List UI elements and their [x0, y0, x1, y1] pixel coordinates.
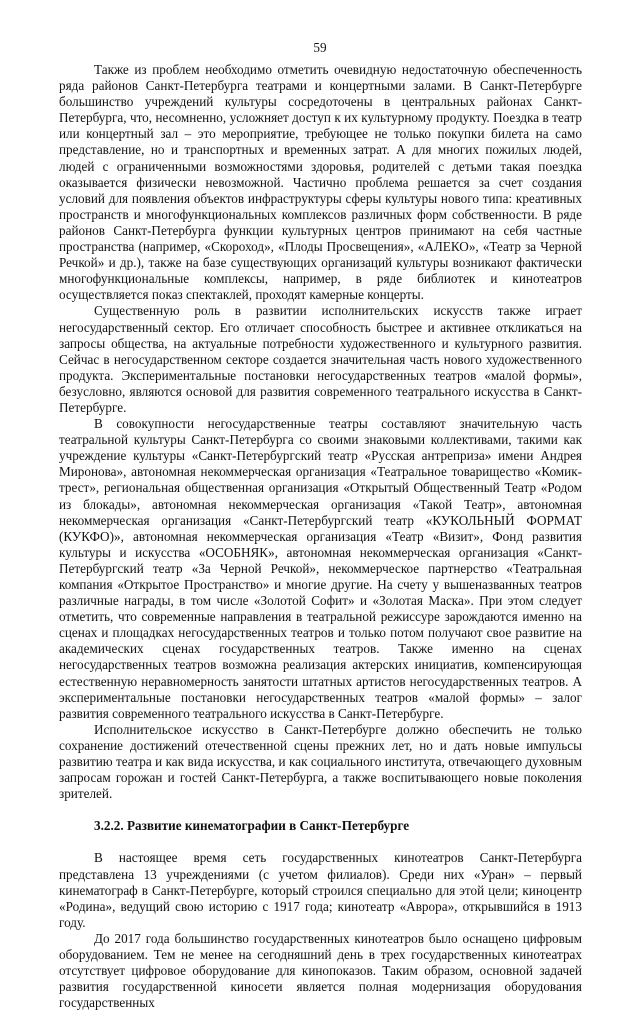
paragraph-nonstate-sector: Существенную роль в развитии исполнительских искусств также играет негосударственный сектор. Его отличает способность быстрее и активнее откликаться на запросы общества, на актуальные потребности художественного и культурного развития. Сейчас в негосударственном секторе создается значительная часть нового художественного продукта. Экспериментальные постановки негосударственных театров «малой формы», безусловно, являются основой для развития современного театрального искусства в Санкт-Петербурге. [59, 303, 582, 415]
section-spacer [59, 802, 582, 818]
page-number: 59 [313, 40, 327, 55]
paragraph-infrastructure: Также из проблем необходимо отметить очевидную недостаточную обеспеченность ряда районов Санкт-Петербурга театрами и концертными залами. В Санкт-Петербурге большинство учреждений культуры сосредоточены в центральных районах Санкт-Петербурга, что, несомненно, усложняет доступ к их культурному продукту. Поездка в театр или концертный зал – это мероприятие, требующее не только покупки билета на само представление, но и транспортных и временных затрат. А для многих пожилых людей, людей с ограниченными возможностями здоровья, родителей с детьми такая поездка оказывается физически невозможной. Частично проблема решается за счет создания условий для появления объектов инфраструктуры сферы культуры нового типа: креативных пространств и многофункциональных комплексов различных форм собственности. В ряде районов Санкт-Петербурга функции культурных центров принимают на себя частные пространства (например, «Скороход», «Плоды Просвещения», «АЛЕКО», «Театр за Черной Речкой» и др.), также на базе существующих организаций культуры возникают фактически многофункциональные комплексы, например, в ряде библиотек и кинотеатров осуществляется показ спектаклей, проходят камерные концерты. [59, 62, 582, 303]
paragraph-nonstate-theatres: В совокупности негосударственные театры составляют значительную часть театральной культуры Санкт-Петербурга со своими знаковыми коллективами, такими как учреждение культуры «Санкт-Петербургский театр «Русская антреприза» имени Андрея Миронова», автономная некоммерческая организация «Театральное товарищество «Комик-трест», региональная общественная организация «Открытый Общественный Театр «Родом из блокады», автономная некоммерческая организация «Такой Театр», автономная некоммерческая организация «Санкт-Петербургский театр «КУКОЛЬНЫЙ ФОРМАТ (КУКФО)», автономная некоммерческая организация «Театр «Визит», Фонд развития культуры и искусства «ОСОБНЯК», автономная некоммерческая организация «Санкт-Петербургский театр «За Черной Речкой», некоммерческое партнерство «Театральная компания «Открытое Пространство» и многие другие. На счету у вышеназванных театров различные награды, в том числе «Золотой Софит» и «Золотая Маска». При этом следует отметить, что современные направления в театральной режиссуре зарождаются именно на сценах и площадках негосударственных театров и только потом получают свое развитие на академических сценах государственных театров. Также именно на сценах негосударственных театров возможна реализация актерских инициатив, компенсирующая естественную неравномерность занятости штатных артистов негосударственных театров. А экспериментальные постановки негосударственных театров «малой формы» – залог развития современного театрального искусства в Санкт-Петербурге. [59, 416, 582, 721]
paragraph-cinema-network: В настоящее время сеть государственных кинотеатров Санкт-Петербурга представлена 13 учреждениями (с учетом филиалов). Среди них «Уран» – первый кинематограф в Санкт-Петербурге, который строился специально для этой цели; киноцентр «Родина», ведущий свою историю с 1917 года; кинотеатр «Аврора», открывшийся в 1913 году. [59, 850, 582, 930]
body-text [59, 62, 582, 1011]
section-spacer [59, 834, 582, 850]
paragraph-performing-arts: Исполнительское искусство в Санкт-Петербурге должно обеспечить не только сохранение достижений отечественной сцены прежних лет, но и дать новые импульсы развитию театра и как вида искусства, и как социального института, отвечающего духовным запросам горожан и гостей Санкт-Петербурга, а также воспитывающего новые поколения зрителей. [59, 721, 582, 802]
paragraph-digital-equipment: До 2017 года большинство государственных кинотеатров было оснащено цифровым оборудованием. Тем не менее на сегодняшний день в трех государственных кинотеатрах отсутствует цифровое оборудование для кинопоказов. Таким образом, основной задачей развития государственной киносети является полная модернизация оборудования государственных [59, 930, 582, 1011]
section-heading: 3.2.2. Развитие кинематографии в Санкт-Петербурге [94, 818, 410, 834]
